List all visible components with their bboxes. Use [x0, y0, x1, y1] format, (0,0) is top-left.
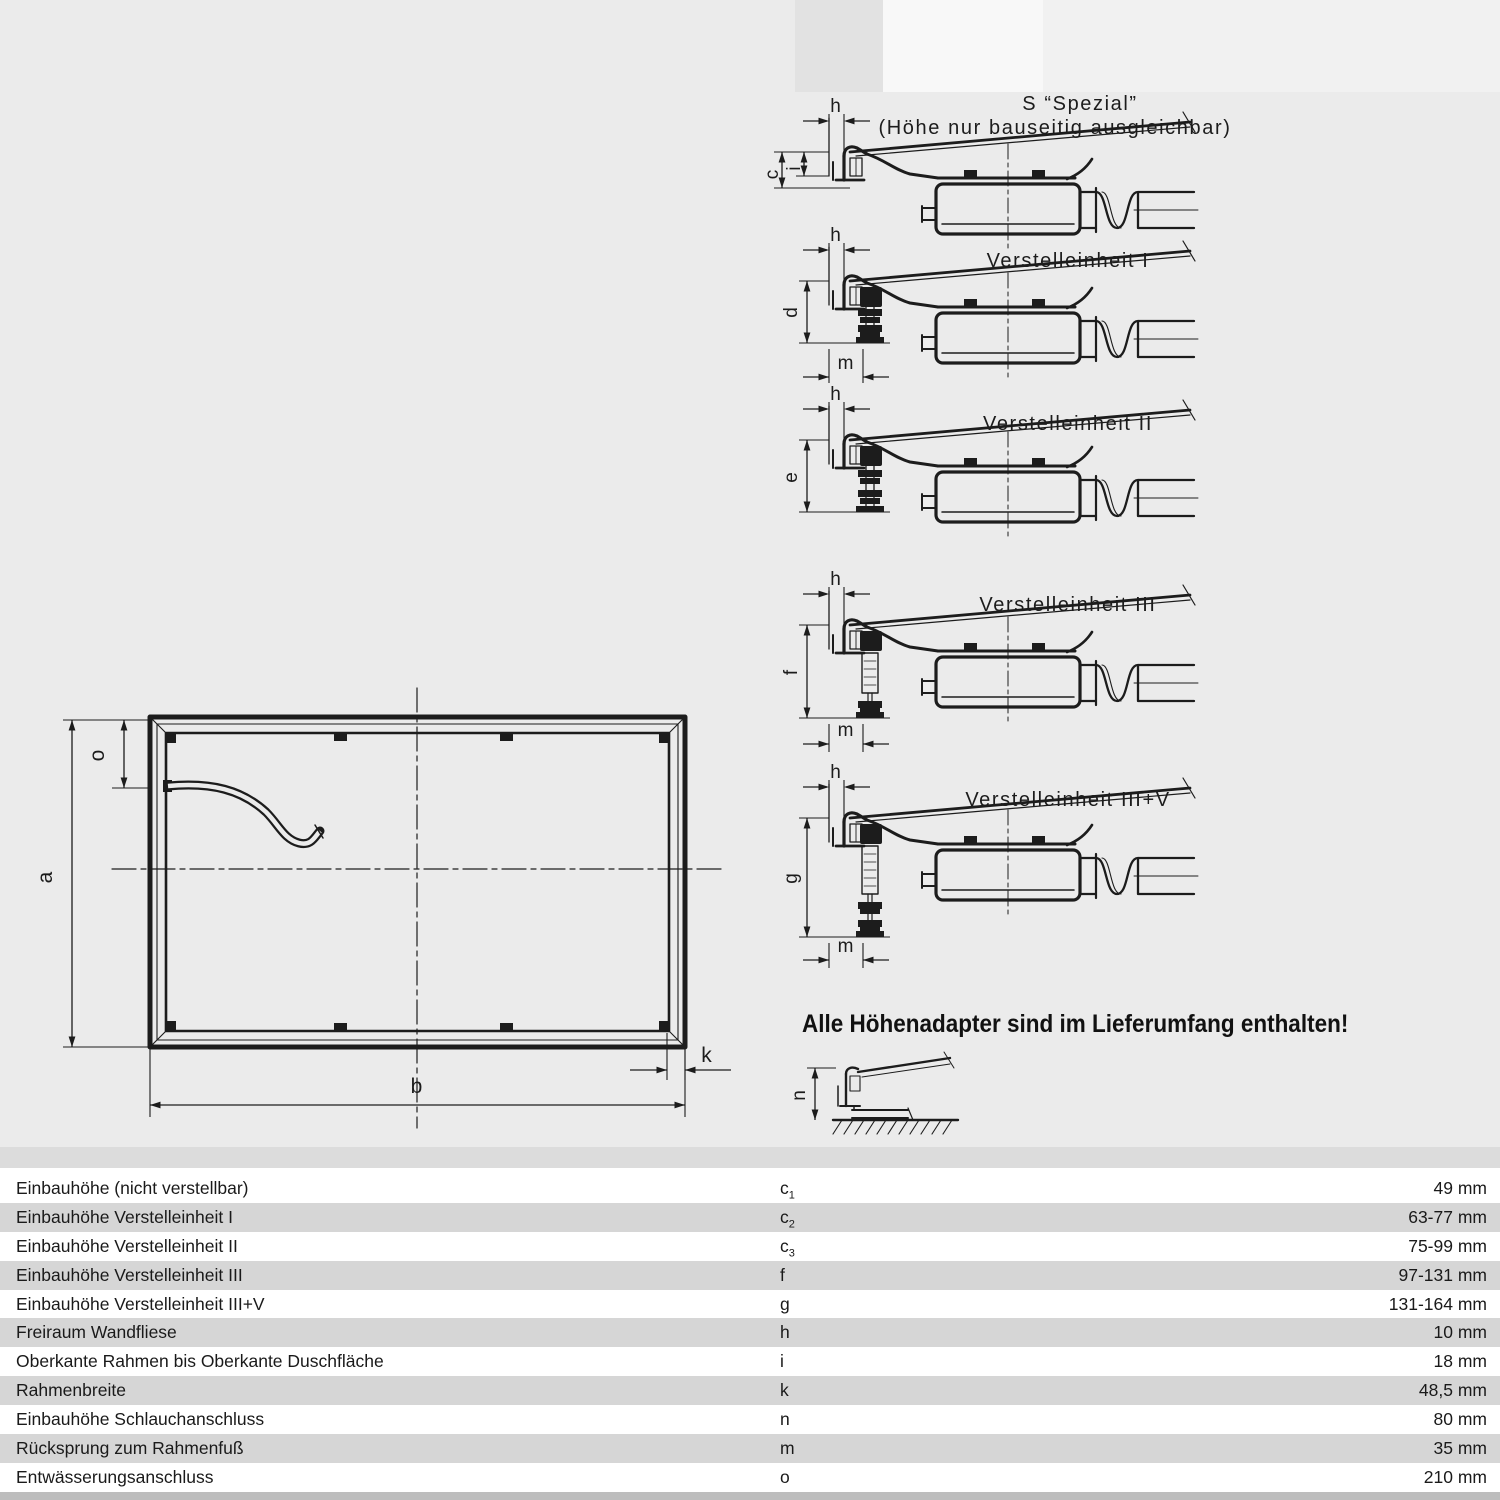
section-subtitle: (Höhe nur bauseitig ausgleichbar): [878, 117, 1232, 139]
dim-label-h: h: [830, 96, 842, 117]
row-symbol: m: [780, 1437, 795, 1458]
dim-label-g: g: [781, 872, 802, 884]
row-label: Rücksprung zum Rahmenfuß: [16, 1437, 244, 1458]
row-label: Einbauhöhe Verstelleinheit II: [16, 1235, 238, 1256]
section-title: Verstelleinheit III+V: [965, 789, 1171, 811]
row-label: Einbauhöhe Verstelleinheit III: [16, 1264, 243, 1285]
section-title: S “Spezial”: [1022, 93, 1138, 115]
row-value: 49 mm: [1433, 1177, 1487, 1198]
row-label: Oberkante Rahmen bis Oberkante Duschfläche: [16, 1351, 384, 1372]
table-row: [0, 1463, 1500, 1492]
section-verstelleinheit-2-drawing: [770, 384, 1210, 530]
dim-label-o: o: [86, 748, 109, 762]
section-verstelleinheit-3v-drawing: [770, 762, 1210, 983]
table-top-strip: [0, 1147, 1500, 1168]
row-label: Einbauhöhe Schlauchanschluss: [16, 1409, 265, 1430]
dim-label-b: b: [410, 1075, 424, 1098]
table-row: [0, 1261, 1500, 1290]
row-value: 18 mm: [1433, 1351, 1487, 1372]
row-symbol: o: [780, 1466, 790, 1487]
table-row: [0, 1318, 1500, 1347]
included-note: Alle Höhenadapter sind im Lieferumfang enthalten!: [802, 1010, 1349, 1038]
dim-label-m: m: [837, 353, 855, 374]
row-label: Einbauhöhe Verstelleinheit III+V: [16, 1293, 265, 1314]
row-symbol: h: [780, 1322, 790, 1343]
table-row: [0, 1232, 1500, 1261]
row-symbol: g: [780, 1293, 790, 1314]
table-row: [0, 1174, 1500, 1203]
row-value: 75-99 mm: [1408, 1235, 1487, 1256]
dim-label-h: h: [830, 225, 842, 246]
dim-label-f: f: [781, 668, 802, 676]
row-value: 35 mm: [1433, 1437, 1487, 1458]
section-title: Verstelleinheit I: [986, 250, 1150, 272]
row-symbol: k: [780, 1380, 789, 1401]
dim-label-c: c: [762, 168, 783, 180]
table-row: [0, 1434, 1500, 1463]
dim-label-a: a: [34, 870, 57, 884]
scan-light-band: [883, 0, 1043, 92]
row-label: Freiraum Wandfliese: [16, 1322, 177, 1343]
table-row: [0, 1376, 1500, 1405]
dim-label-k: k: [701, 1044, 713, 1067]
row-symbol: $c_3$: [780, 1235, 795, 1260]
spec-table-rows: [0, 1174, 1500, 1492]
dim-label-h: h: [830, 384, 842, 405]
row-symbol: f: [780, 1264, 785, 1285]
dim-label-i: i: [784, 165, 805, 171]
row-value: 131-164 mm: [1388, 1293, 1487, 1314]
table-row: [0, 1203, 1500, 1232]
row-symbol: $c_2$: [780, 1206, 795, 1231]
table-row: [0, 1347, 1500, 1376]
section-verstelleinheit-3-drawing: [770, 569, 1210, 765]
dim-label-n: n: [789, 1089, 810, 1101]
row-label: Einbauhöhe (nicht verstellbar): [16, 1177, 249, 1198]
hose-height-detail-drawing: [780, 1048, 1050, 1158]
spec-table: [0, 1147, 1500, 1500]
dim-label-e: e: [781, 471, 802, 483]
section-title: Verstelleinheit III: [979, 594, 1157, 616]
row-symbol: n: [780, 1409, 790, 1430]
section-title: Verstelleinheit II: [983, 413, 1153, 435]
table-row: [0, 1405, 1500, 1434]
ground-hatch: [833, 1120, 952, 1134]
table-row: [0, 1290, 1500, 1319]
dim-label-m: m: [837, 936, 855, 957]
dim-label-m: m: [837, 720, 855, 741]
section-verstelleinheit-1-drawing: [770, 225, 1210, 391]
plan-view-drawing: [0, 670, 750, 1150]
row-value: 48,5 mm: [1418, 1380, 1487, 1401]
table-bottom-strip: [0, 1492, 1500, 1500]
dim-label-h: h: [830, 569, 842, 590]
row-symbol: i: [780, 1351, 784, 1372]
scan-light-area: [1043, 0, 1500, 92]
row-label: Entwässerungsanschluss: [16, 1466, 214, 1487]
row-value: 80 mm: [1433, 1409, 1487, 1430]
row-value: 63-77 mm: [1408, 1206, 1487, 1227]
drain-hose: [163, 780, 323, 844]
scan-shade-band: [795, 0, 883, 92]
row-value: 210 mm: [1423, 1466, 1487, 1487]
row-value: 97-131 mm: [1398, 1264, 1487, 1285]
row-label: Einbauhöhe Verstelleinheit I: [16, 1206, 233, 1227]
row-value: 10 mm: [1433, 1322, 1487, 1343]
dim-label-d: d: [781, 306, 802, 318]
row-label: Rahmenbreite: [16, 1380, 126, 1401]
row-symbol: $c_1$: [780, 1177, 795, 1202]
dim-label-h: h: [830, 762, 842, 783]
